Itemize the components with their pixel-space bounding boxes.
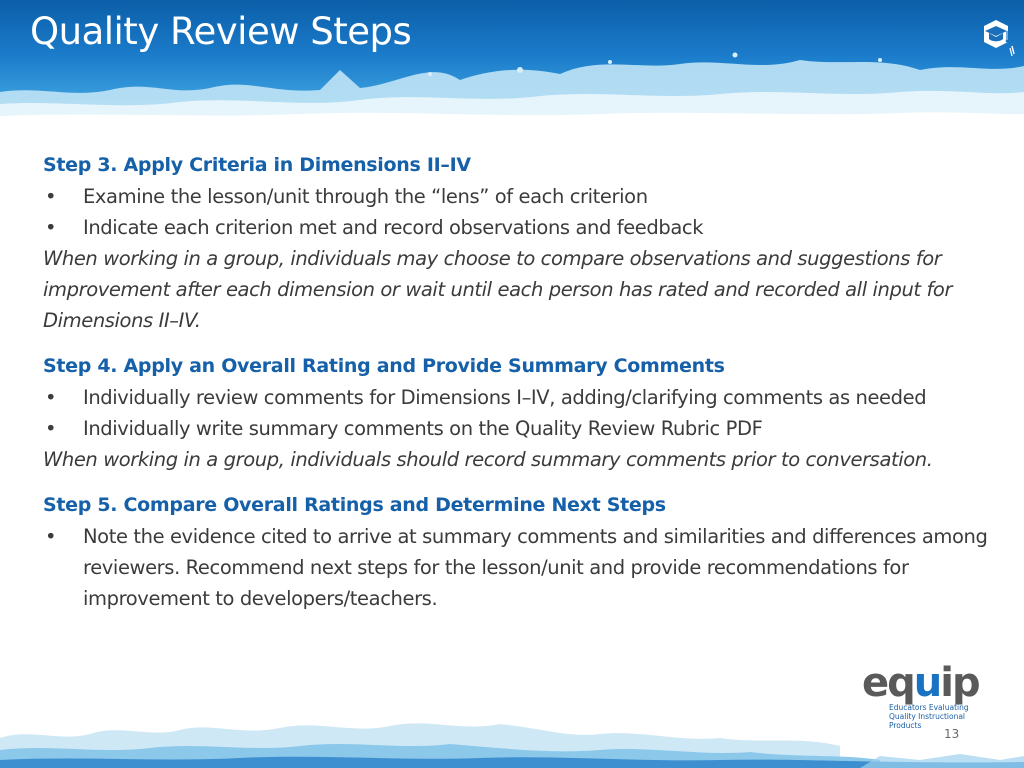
bullet-item: • Indicate each criterion met and record observations and feedback xyxy=(43,212,1008,243)
step-heading: Step 4. Apply an Overall Rating and Provide Summary Comments xyxy=(43,355,725,377)
italic-note: When working in a group, individuals should record summary comments prior to conversation. xyxy=(43,448,933,471)
page-number: 13 xyxy=(944,727,960,741)
slide-header xyxy=(0,0,1024,124)
bullet-item: • Individually review comments for Dimensions I–IV, adding/clarifying comments as needed xyxy=(43,382,1008,413)
logo-tagline: Educators Evaluating Quality Instructional Products xyxy=(889,703,969,730)
bullet-item: • Examine the lesson/unit through the “lens” of each criterion xyxy=(43,181,1008,212)
slide-body xyxy=(43,150,1008,614)
bullet-item: • Individually write summary comments on the Quality Review Rubric PDF xyxy=(43,413,1008,444)
step-5-section xyxy=(43,490,1008,614)
step-heading: Step 3. Apply Criteria in Dimensions II–IV xyxy=(43,154,471,176)
step-3-section xyxy=(43,150,1008,336)
italic-note: When working in a group, individuals may choose to compare observations and suggestions for improvement after each dimension or wait until each person has rated and recorded all input for Dimensions II–IV. xyxy=(43,247,953,332)
step-heading: Step 5. Compare Overall Ratings and Determine Next Steps xyxy=(43,494,666,516)
step-4-section xyxy=(43,351,1008,475)
bullet-item: • Note the evidence cited to arrive at summary comments and similarities and differences among reviewers. Recommend next steps for the lesson/unit and provide recommendations for improvement to developers/teachers. xyxy=(43,521,1008,614)
slide-title: Quality Review Steps xyxy=(30,10,412,53)
logo-wordmark: equip xyxy=(862,660,979,706)
graduation-cap-icon xyxy=(976,16,1016,56)
equip-logo xyxy=(852,660,987,730)
